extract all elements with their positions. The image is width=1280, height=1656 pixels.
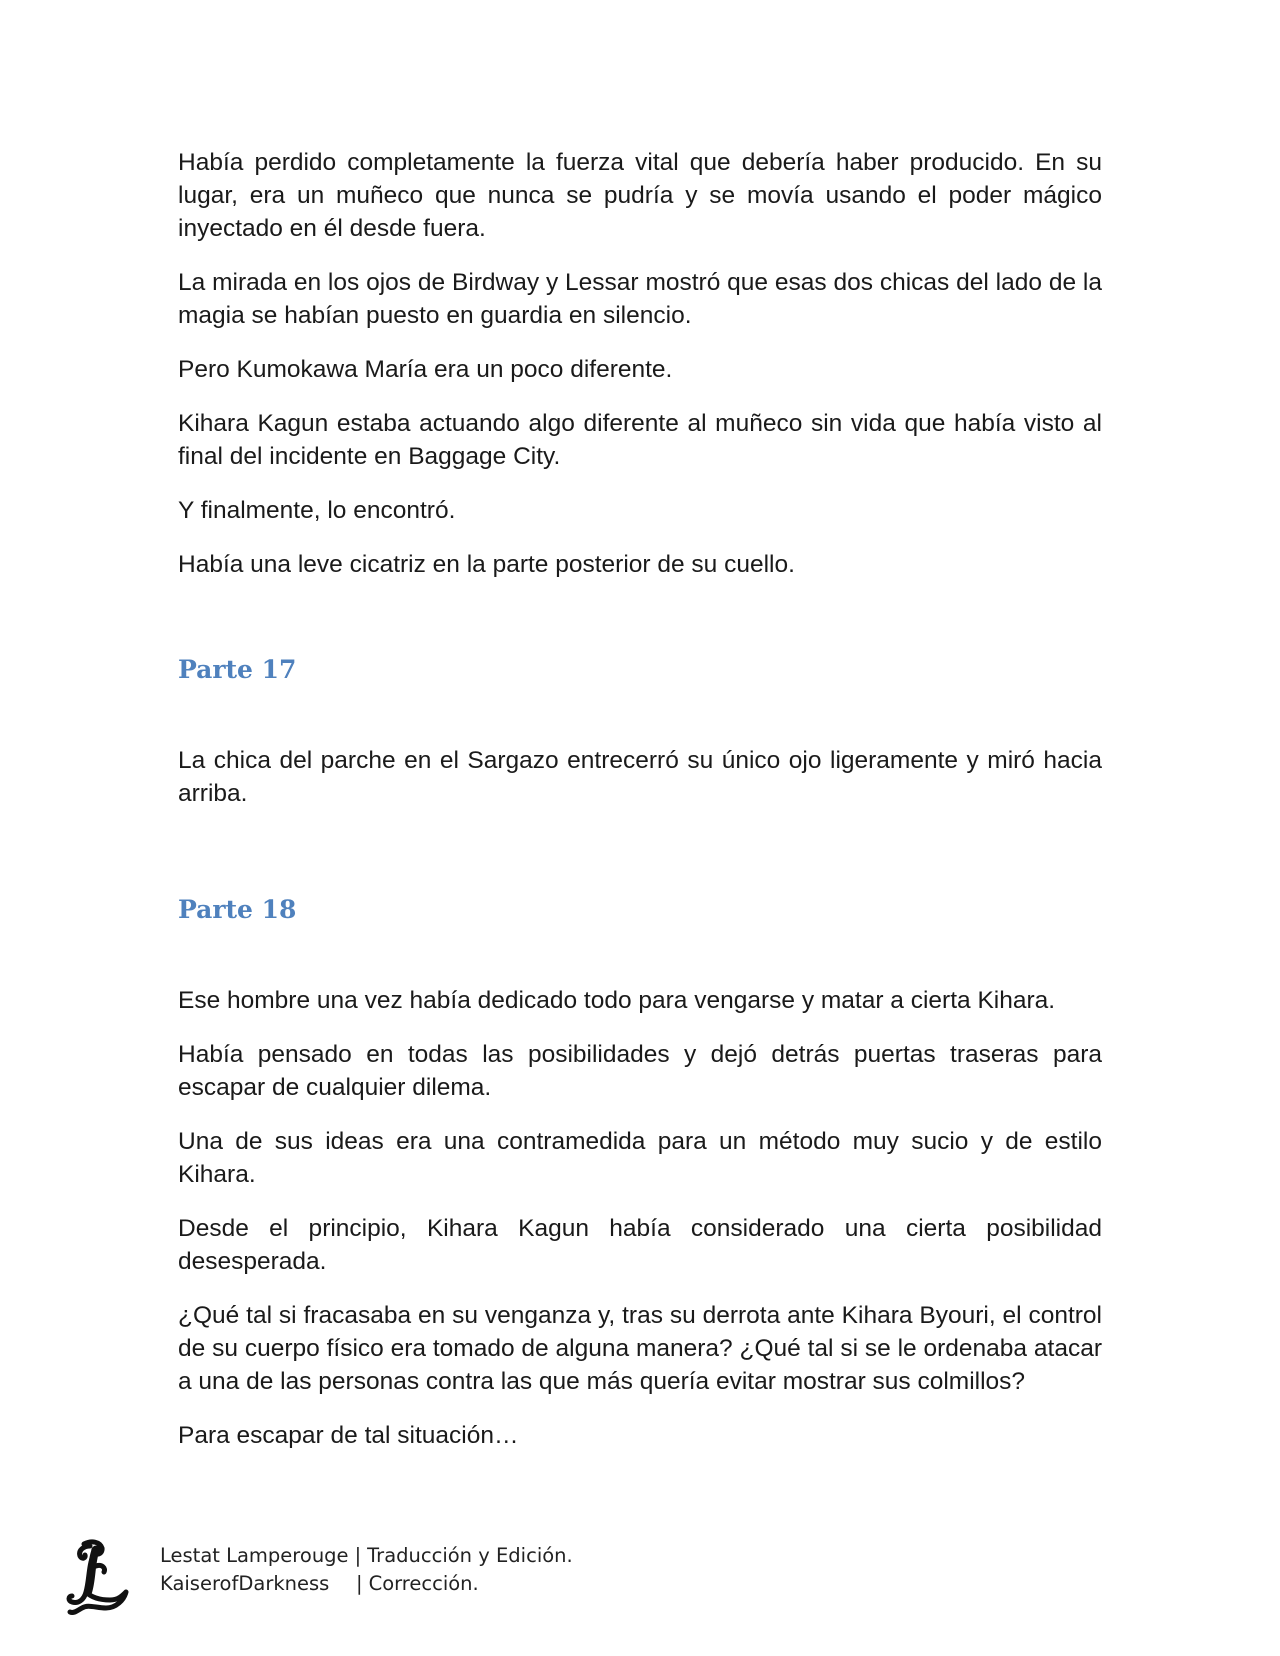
credit-name: Lestat Lamperouge bbox=[160, 1544, 349, 1567]
paragraph: Una de sus ideas era una contramedida para un método muy sucio y de estilo Kihara. bbox=[178, 1128, 1102, 1188]
gothic-letter-L-icon bbox=[66, 1538, 130, 1616]
section-heading-parte-17: Parte 17 bbox=[178, 655, 297, 684]
paragraph: ¿Qué tal si fracasaba en su venganza y, tras su derrota ante Kihara Byouri, el control de su cuerpo físico era tomado de alguna manera? ¿Qué tal si se le ordenaba atacar a una de las personas contra las que más quería evitar mostrar sus colmillos? bbox=[178, 1302, 1102, 1395]
credit-name: KaiserofDarkness bbox=[160, 1572, 330, 1595]
credit-line bbox=[160, 1570, 573, 1598]
paragraph: Kihara Kagun estaba actuando algo diferente al muñeco sin vida que había visto al final del incidente en Baggage City. bbox=[178, 410, 1102, 470]
paragraph: La mirada en los ojos de Birdway y Lessar mostró que esas dos chicas del lado de la magia se habían puesto en guardia en silencio. bbox=[178, 269, 1102, 329]
credit-separator: | bbox=[354, 1544, 362, 1567]
credit-role: Traducción y Edición. bbox=[367, 1544, 573, 1567]
paragraph: Para escapar de tal situación… bbox=[178, 1422, 519, 1449]
paragraph: Había perdido completamente la fuerza vital que debería haber producido. En su lugar, era un muñeco que nunca se pudría y se movía usando el poder mágico inyectado en él desde fuera. bbox=[178, 149, 1102, 242]
credits bbox=[160, 1542, 573, 1598]
paragraph: La chica del parche en el Sargazo entrecerró su único ojo ligeramente y miró hacia arriba. bbox=[178, 747, 1102, 807]
paragraph: Y finalmente, lo encontró. bbox=[178, 497, 456, 524]
paragraph: Desde el principio, Kihara Kagun había considerado una cierta posibilidad desesperada. bbox=[178, 1215, 1102, 1275]
paragraph: Había una leve cicatriz en la parte posterior de su cuello. bbox=[178, 551, 795, 578]
page-body bbox=[178, 146, 1102, 1473]
page-footer bbox=[66, 1538, 766, 1618]
credit-line bbox=[160, 1542, 573, 1570]
section-heading-parte-18: Parte 18 bbox=[178, 895, 297, 924]
credit-role: Corrección. bbox=[368, 1572, 479, 1595]
paragraph: Pero Kumokawa María era un poco diferente. bbox=[178, 356, 673, 383]
paragraph: Había pensado en todas las posibilidades y dejó detrás puertas traseras para escapar de cualquier dilema. bbox=[178, 1041, 1102, 1101]
paragraph: Ese hombre una vez había dedicado todo para vengarse y matar a cierta Kihara. bbox=[178, 987, 1056, 1014]
credit-separator: | bbox=[356, 1572, 363, 1595]
